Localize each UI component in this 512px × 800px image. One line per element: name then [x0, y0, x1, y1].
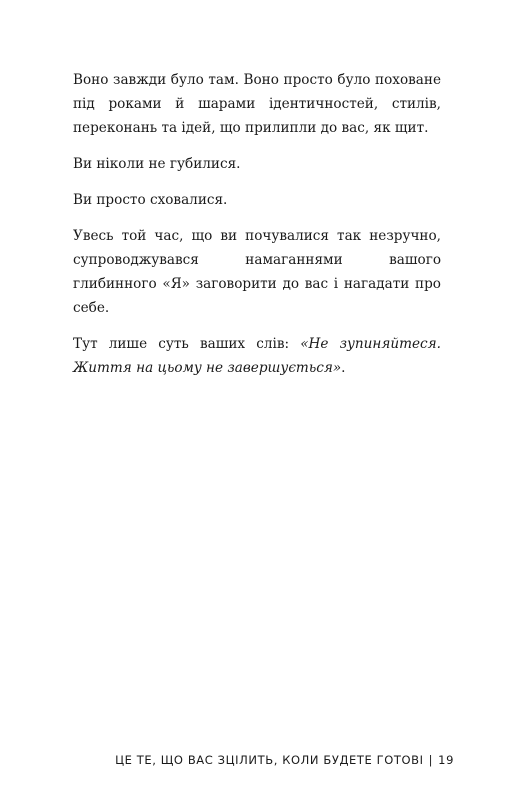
paragraph-3: Ви просто сховалися.	[73, 192, 228, 208]
paragraph-5	[73, 332, 441, 380]
paragraph-5-lead: Тут лише суть ваших слів:	[73, 336, 301, 352]
running-footer	[115, 753, 454, 767]
running-title: ЦЕ ТЕ, ЩО ВАС ЗЦІЛИТЬ, КОЛИ БУДЕТЕ ГОТОВІ	[115, 753, 424, 767]
footer-separator: |	[428, 753, 434, 767]
paragraph-5-quote: «Не зупиняйтеся. Життя на цьому не завершується»	[73, 336, 441, 376]
paragraph-5-end: .	[341, 360, 346, 376]
page-body	[73, 68, 441, 392]
paragraph-1: Воно завжди було там. Воно просто було поховане під роками й шарами ідентичностей, стилів, переконань та ідей, що прилипли до вас, як щит.	[73, 72, 441, 136]
paragraph-4: Увесь той час, що ви почувалися так незручно, супроводжувався намаганнями вашого глибинного «Я» заговорити до вас і нагадати про себе.	[73, 228, 441, 316]
paragraph-2: Ви ніколи не губилися.	[73, 156, 241, 172]
page-number: 19	[438, 753, 454, 767]
